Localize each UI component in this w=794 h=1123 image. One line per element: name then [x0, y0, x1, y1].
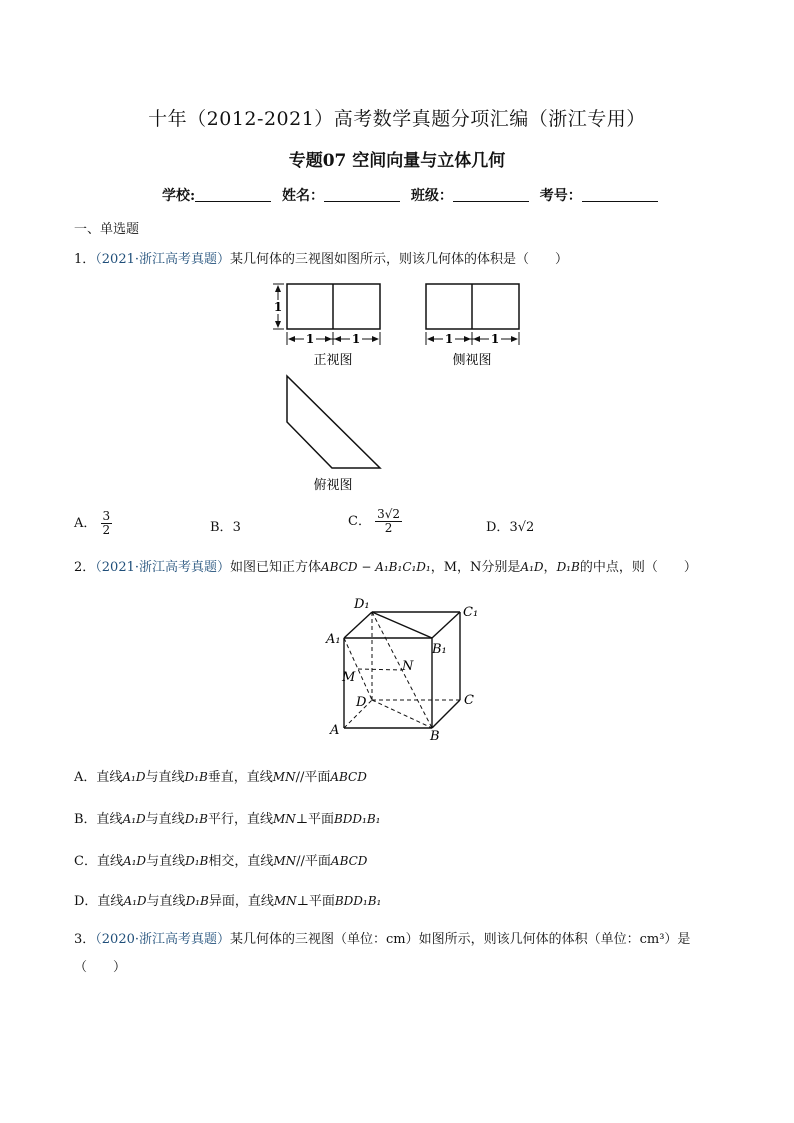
label-a: A [330, 723, 340, 738]
segment-label: D₁B [556, 560, 580, 574]
question-source: （2021·浙江高考真题） [95, 560, 230, 575]
question-3-stem [74, 928, 690, 947]
option-prefix: C． [348, 514, 371, 529]
option-text: 垂直，直线 [207, 770, 273, 785]
plane-label: ABCD [330, 854, 368, 868]
question-text: ， [543, 560, 557, 575]
option-text: ⊥平面 [295, 812, 334, 827]
line-label: MN [273, 894, 297, 908]
document-subtitle: 专题07 空间向量与立体几何 [288, 151, 506, 171]
line-label: A₁D [122, 812, 146, 826]
question-source: （2021·浙江高考真题） [95, 252, 230, 267]
label-c1: C₁ [463, 605, 479, 620]
question-2-stem [74, 556, 697, 575]
option-text: //平面 [296, 854, 331, 869]
top-view-shape [287, 376, 380, 468]
q1-option-d[interactable] [486, 516, 534, 535]
line-label: D₁B [185, 854, 209, 868]
plane-label: BDD₁B₁ [334, 894, 382, 908]
option-prefix: A．直线 [74, 770, 123, 785]
line-label: A₁D [122, 854, 147, 868]
option-prefix: A． [74, 516, 97, 531]
front-view-label: 正视图 [313, 353, 353, 368]
side-dim-label-1: 1 [444, 332, 454, 346]
option-text: ⊥平面 [296, 894, 335, 909]
line-label: A₁D [123, 894, 147, 908]
option-prefix: B． [210, 520, 233, 535]
dim-height-label: 1 [273, 300, 283, 314]
q2-option-a[interactable] [74, 766, 367, 785]
fraction-numerator: 3√2 [377, 507, 401, 521]
line-label: D₁B [184, 770, 208, 784]
line-label: A₁D [122, 770, 146, 784]
label-a1: A₁ [326, 632, 341, 647]
dim-width-label-1: 1 [305, 332, 315, 346]
question-number: 1． [74, 252, 96, 267]
line-label: D₁B [185, 894, 209, 908]
option-text: 与直线 [146, 894, 186, 909]
option-text: 与直线 [145, 770, 185, 785]
option-text: 异面，直线 [208, 894, 274, 909]
class-label: 班级： [410, 188, 453, 204]
dim-width-label-2: 1 [351, 332, 361, 346]
option-text: 与直线 [145, 812, 185, 827]
segment-label: A₁D [520, 560, 544, 574]
label-n: N [402, 659, 414, 674]
q1-option-b[interactable] [210, 516, 241, 535]
fraction-numerator: 3 [102, 509, 111, 523]
line-label: MN [273, 854, 297, 868]
label-c: C [464, 693, 474, 708]
option-prefix: D． [486, 520, 510, 535]
question-3-answer-paren: （ ） [74, 960, 127, 975]
label-d: D [356, 695, 367, 710]
option-text: 与直线 [146, 854, 186, 869]
fraction-denominator: 2 [102, 523, 111, 537]
fraction [375, 508, 402, 535]
question-text: 某几何体的三视图（单位：cm）如图所示，则该几何体的体积（单位：cm³）是 [230, 932, 691, 947]
question-number: 3． [74, 932, 96, 947]
id-label: 考号： [539, 188, 582, 204]
option-text: //平面 [295, 770, 331, 785]
q1-option-a[interactable] [74, 510, 112, 537]
q2-option-d[interactable] [74, 890, 381, 909]
plane-label: BDD₁B₁ [333, 812, 381, 826]
plane-label: ABCD [330, 770, 367, 784]
q2-option-c[interactable] [74, 850, 367, 869]
question-text: 某几何体的三视图如图所示，则该几何体的体积是（ ） [230, 252, 569, 267]
school-label: 学校: [162, 188, 196, 204]
line-label: MN [272, 812, 296, 826]
option-prefix: B．直线 [74, 812, 123, 827]
option-value: 3 [232, 520, 241, 535]
school-blank [195, 201, 271, 202]
option-prefix: C．直线 [74, 854, 123, 869]
line-label: D₁B [184, 812, 208, 826]
cube-figure [320, 590, 490, 745]
question-text: 的中点，则（ ） [579, 560, 697, 575]
section-heading: 一、单选题 [74, 222, 140, 237]
label-b: B [430, 729, 440, 744]
top-view-label: 俯视图 [313, 478, 353, 493]
student-info-line [162, 185, 664, 205]
question-number: 2． [74, 560, 96, 575]
fraction-denominator: 2 [384, 521, 393, 535]
label-b1: B₁ [432, 642, 447, 657]
line-label: MN [272, 770, 296, 784]
label-m: M [342, 670, 356, 685]
q1-option-c[interactable] [348, 508, 402, 535]
cube-name: ABCD − A₁B₁C₁D₁ [321, 560, 431, 574]
name-label: 姓名： [282, 188, 325, 204]
label-d1: D₁ [354, 597, 370, 612]
class-blank [453, 201, 529, 202]
question-1-stem [74, 248, 568, 267]
three-view-figure [260, 278, 540, 498]
document-title: 十年（2012-2021）高考数学真题分项汇编（浙江专用） [148, 108, 646, 130]
side-dim-label-2: 1 [490, 332, 500, 346]
question-text: 如图已知正方体 [230, 560, 322, 575]
option-text: 平行，直线 [207, 812, 273, 827]
q2-option-b[interactable] [74, 808, 380, 827]
name-blank [324, 201, 400, 202]
question-text: ，M，N分别是 [430, 560, 521, 575]
question-source: （2020·浙江高考真题） [95, 932, 230, 947]
id-blank [582, 201, 658, 202]
option-value: 3√2 [509, 520, 535, 535]
fraction [101, 510, 113, 537]
side-view-label: 侧视图 [452, 353, 492, 368]
option-prefix: D．直线 [74, 894, 124, 909]
option-text: 相交，直线 [208, 854, 274, 869]
